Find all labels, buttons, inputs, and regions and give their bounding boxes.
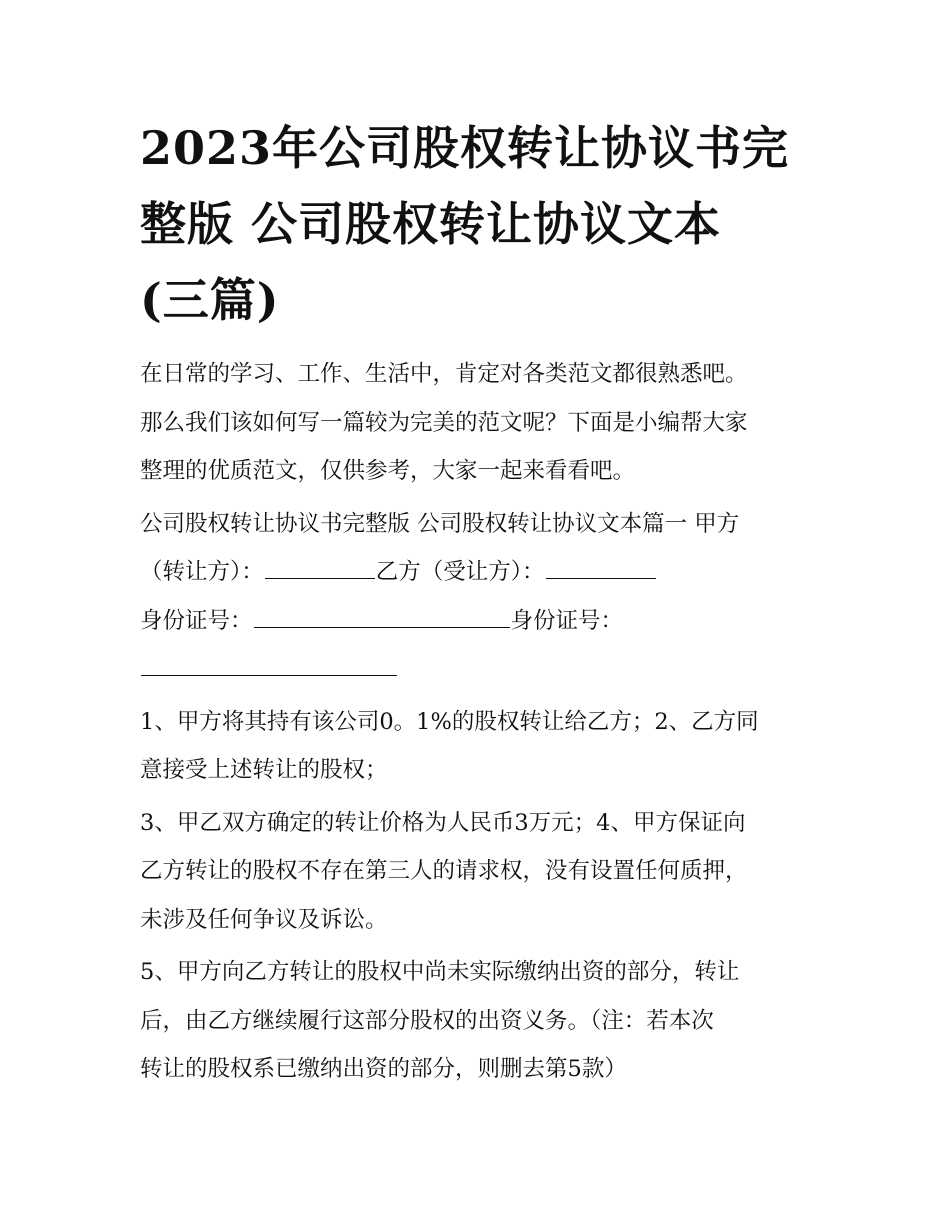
section-heading: 公司股权转让协议书完整版 公司股权转让协议文本篇一 甲方 xyxy=(140,510,740,537)
clause-1-2 xyxy=(140,698,820,795)
title-line-1: 2023年公司股权转让协议书完 xyxy=(140,121,790,175)
id-label-a: 身份证号： xyxy=(140,607,253,634)
title-line-2: 整版 公司股权转让协议文本 xyxy=(140,197,722,251)
intro-line-2: 那么我们该如何写一篇较为完美的范文呢？下面是小编帮大家 xyxy=(140,409,748,436)
parties-paragraph xyxy=(140,500,820,694)
document-page xyxy=(140,110,820,1098)
clause-3-4-line-2: 乙方转让的股权不存在第三人的请求权，没有设置任何质押， xyxy=(140,858,748,884)
id-a-blank xyxy=(254,601,510,628)
party-b-blank xyxy=(546,552,656,579)
party-line xyxy=(140,548,820,597)
id-b-line xyxy=(140,645,820,694)
clause-5-line-1: 5、甲方向乙方转让的股权中尚未实际缴纳出资的部分，转让 xyxy=(140,959,740,985)
clause-5 xyxy=(140,948,820,1094)
party-a-label: （转让方）： xyxy=(140,559,264,585)
clause-5-line-3: 转让的股权系已缴纳出资的部分，则删去第5款） xyxy=(140,1056,627,1082)
clause-3-4 xyxy=(140,799,820,945)
intro-line-3: 整理的优质范文，仅供参考，大家一起来看看吧。 xyxy=(140,458,636,484)
party-b-label: 乙方（受让方）： xyxy=(375,559,545,585)
party-a-blank xyxy=(265,552,375,579)
id-line xyxy=(140,597,820,646)
clause-1-2-line-1: 1、甲方将其持有该公司0。1%的股权转让给乙方；2、乙方同 xyxy=(140,708,759,735)
document-title xyxy=(140,110,820,338)
clause-5-line-2: 后，由乙方继续履行这部分股权的出资义务。（注：若本次 xyxy=(140,1007,714,1034)
intro-paragraph xyxy=(140,350,820,496)
title-line-3: (三篇) xyxy=(140,273,280,327)
clause-3-4-line-1: 3、甲乙双方确定的转让价格为人民币3万元；4、甲方保证向 xyxy=(140,809,746,836)
intro-line-1: 在日常的学习、工作、生活中，肯定对各类范文都很熟悉吧。 xyxy=(140,361,748,387)
clause-3-4-line-3: 未涉及任何争议及诉讼。 xyxy=(140,906,388,933)
id-b-blank xyxy=(141,649,397,676)
clause-1-2-line-2: 意接受上述转让的股权； xyxy=(140,757,388,783)
id-label-b: 身份证号： xyxy=(510,607,624,634)
